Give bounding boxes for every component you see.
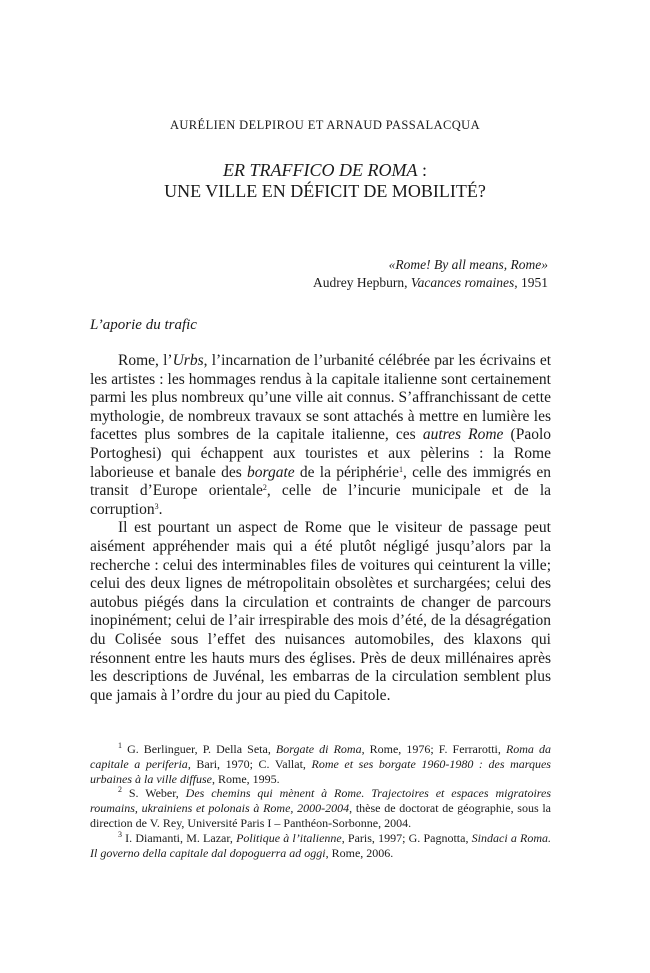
- footnote-3: $^3$ I. Diamanti, M. Lazar, Politique à l’italienne, Paris, 1997; G. Pagnotta, Sindaci a Roma. Il governo della capitale dal dopoguerra ad oggi, Rome, 2006.: [90, 829, 552, 860]
- footnotes: [90, 742, 551, 860]
- footnote-2: $^2$ S. Weber, Des chemins qui mènent à Rome. Trajectoires et espaces migratoires roumains, ukrainiens et polonais à Rome, 2000-2004, thèse de doctorat de géographie, sous la direction de V. Rey, Université Paris I – Panthéon-Sorbonne, 2004.: [90, 785, 552, 830]
- paragraph-2: Il est pourtant un aspect de Rome que le visiteur de passage peut aisément appréhender mais qui a été plutôt négligé jusqu’alors par la recherche : celui des interminables files de voitures qui ceinturent la ville; celui des deux lignes de métropolitain obsolètes et surchargées; celui des autobus piégés dans la circulation et contraints de changer de parcours inopinément; celui de l’air irrespirable des mois d’été, de la désagrégation du Colisée sous l’effet des nuisances automobiles, des klaxons qui résonnent entre les hauts murs des églises. Près de deux millénaires après les descriptions de Juvénal, les embarras de la circulation semblent plus que jamais à l’ordre du jour au pied du Capitole.: [90, 519, 551, 704]
- paragraph-1: Rome, l’Urbs, l’incarnation de l’urbanité célébrée par les écrivains et les artistes : les hommages rendus à la capitale italienne sont certainement parmi les plus nombreux qu’une ville ait connus. S’affranchissant de cette mythologie, de nombreux travaux se sont attachés à mettre en lumière les facettes plus sombres de la capitale italienne, ces autres Rome (Paolo Portoghesi) qui échappent aux touristes et aux pèlerins : la Rome laborieuse et banale des borgate de la périphérie$^1$, celle des immigrés en transit d’Europe orientale$^2$, celle de l’incurie municipale et de la corruption$^3$.: [90, 352, 552, 518]
- footnote-ref-2[interactable]: 2: [262, 483, 267, 493]
- title-line-1: [0, 160, 650, 181]
- epigraph-quote: «Rome! By all means, Rome»: [388, 257, 548, 272]
- article-title: [0, 160, 650, 202]
- body-text: [90, 352, 551, 705]
- title-separator: :: [417, 160, 427, 180]
- authors-running-head: AURÉLIEN DELPIROU ET ARNAUD PASSALACQUA: [169, 118, 481, 132]
- footnote-ref-3[interactable]: 3: [154, 501, 159, 511]
- epigraph-attribution: Audrey Hepburn, Vacances romaines, 1951: [313, 275, 548, 290]
- section-heading: L’aporie du trafic: [90, 317, 197, 333]
- footnote-ref-1[interactable]: 1: [399, 464, 404, 474]
- footnote-1: $^1$ G. Berlinguer, P. Della Seta, Borgate di Roma, Rome, 1976; F. Ferrarotti, Roma da capitale a periferia, Bari, 1970; C. Vallat, Rome et ses borgate 1960-1980 : des marques urbaines à la ville diffuse, Rome, 1995.: [90, 741, 551, 786]
- epigraph-film: Vacances romaines: [410, 275, 515, 290]
- title-line-2: UNE VILLE EN DÉFICIT DE MOBILITÉ?: [164, 181, 486, 201]
- title-italic: ER TRAFFICO DE ROMA: [223, 160, 418, 180]
- epigraph: [128, 256, 548, 292]
